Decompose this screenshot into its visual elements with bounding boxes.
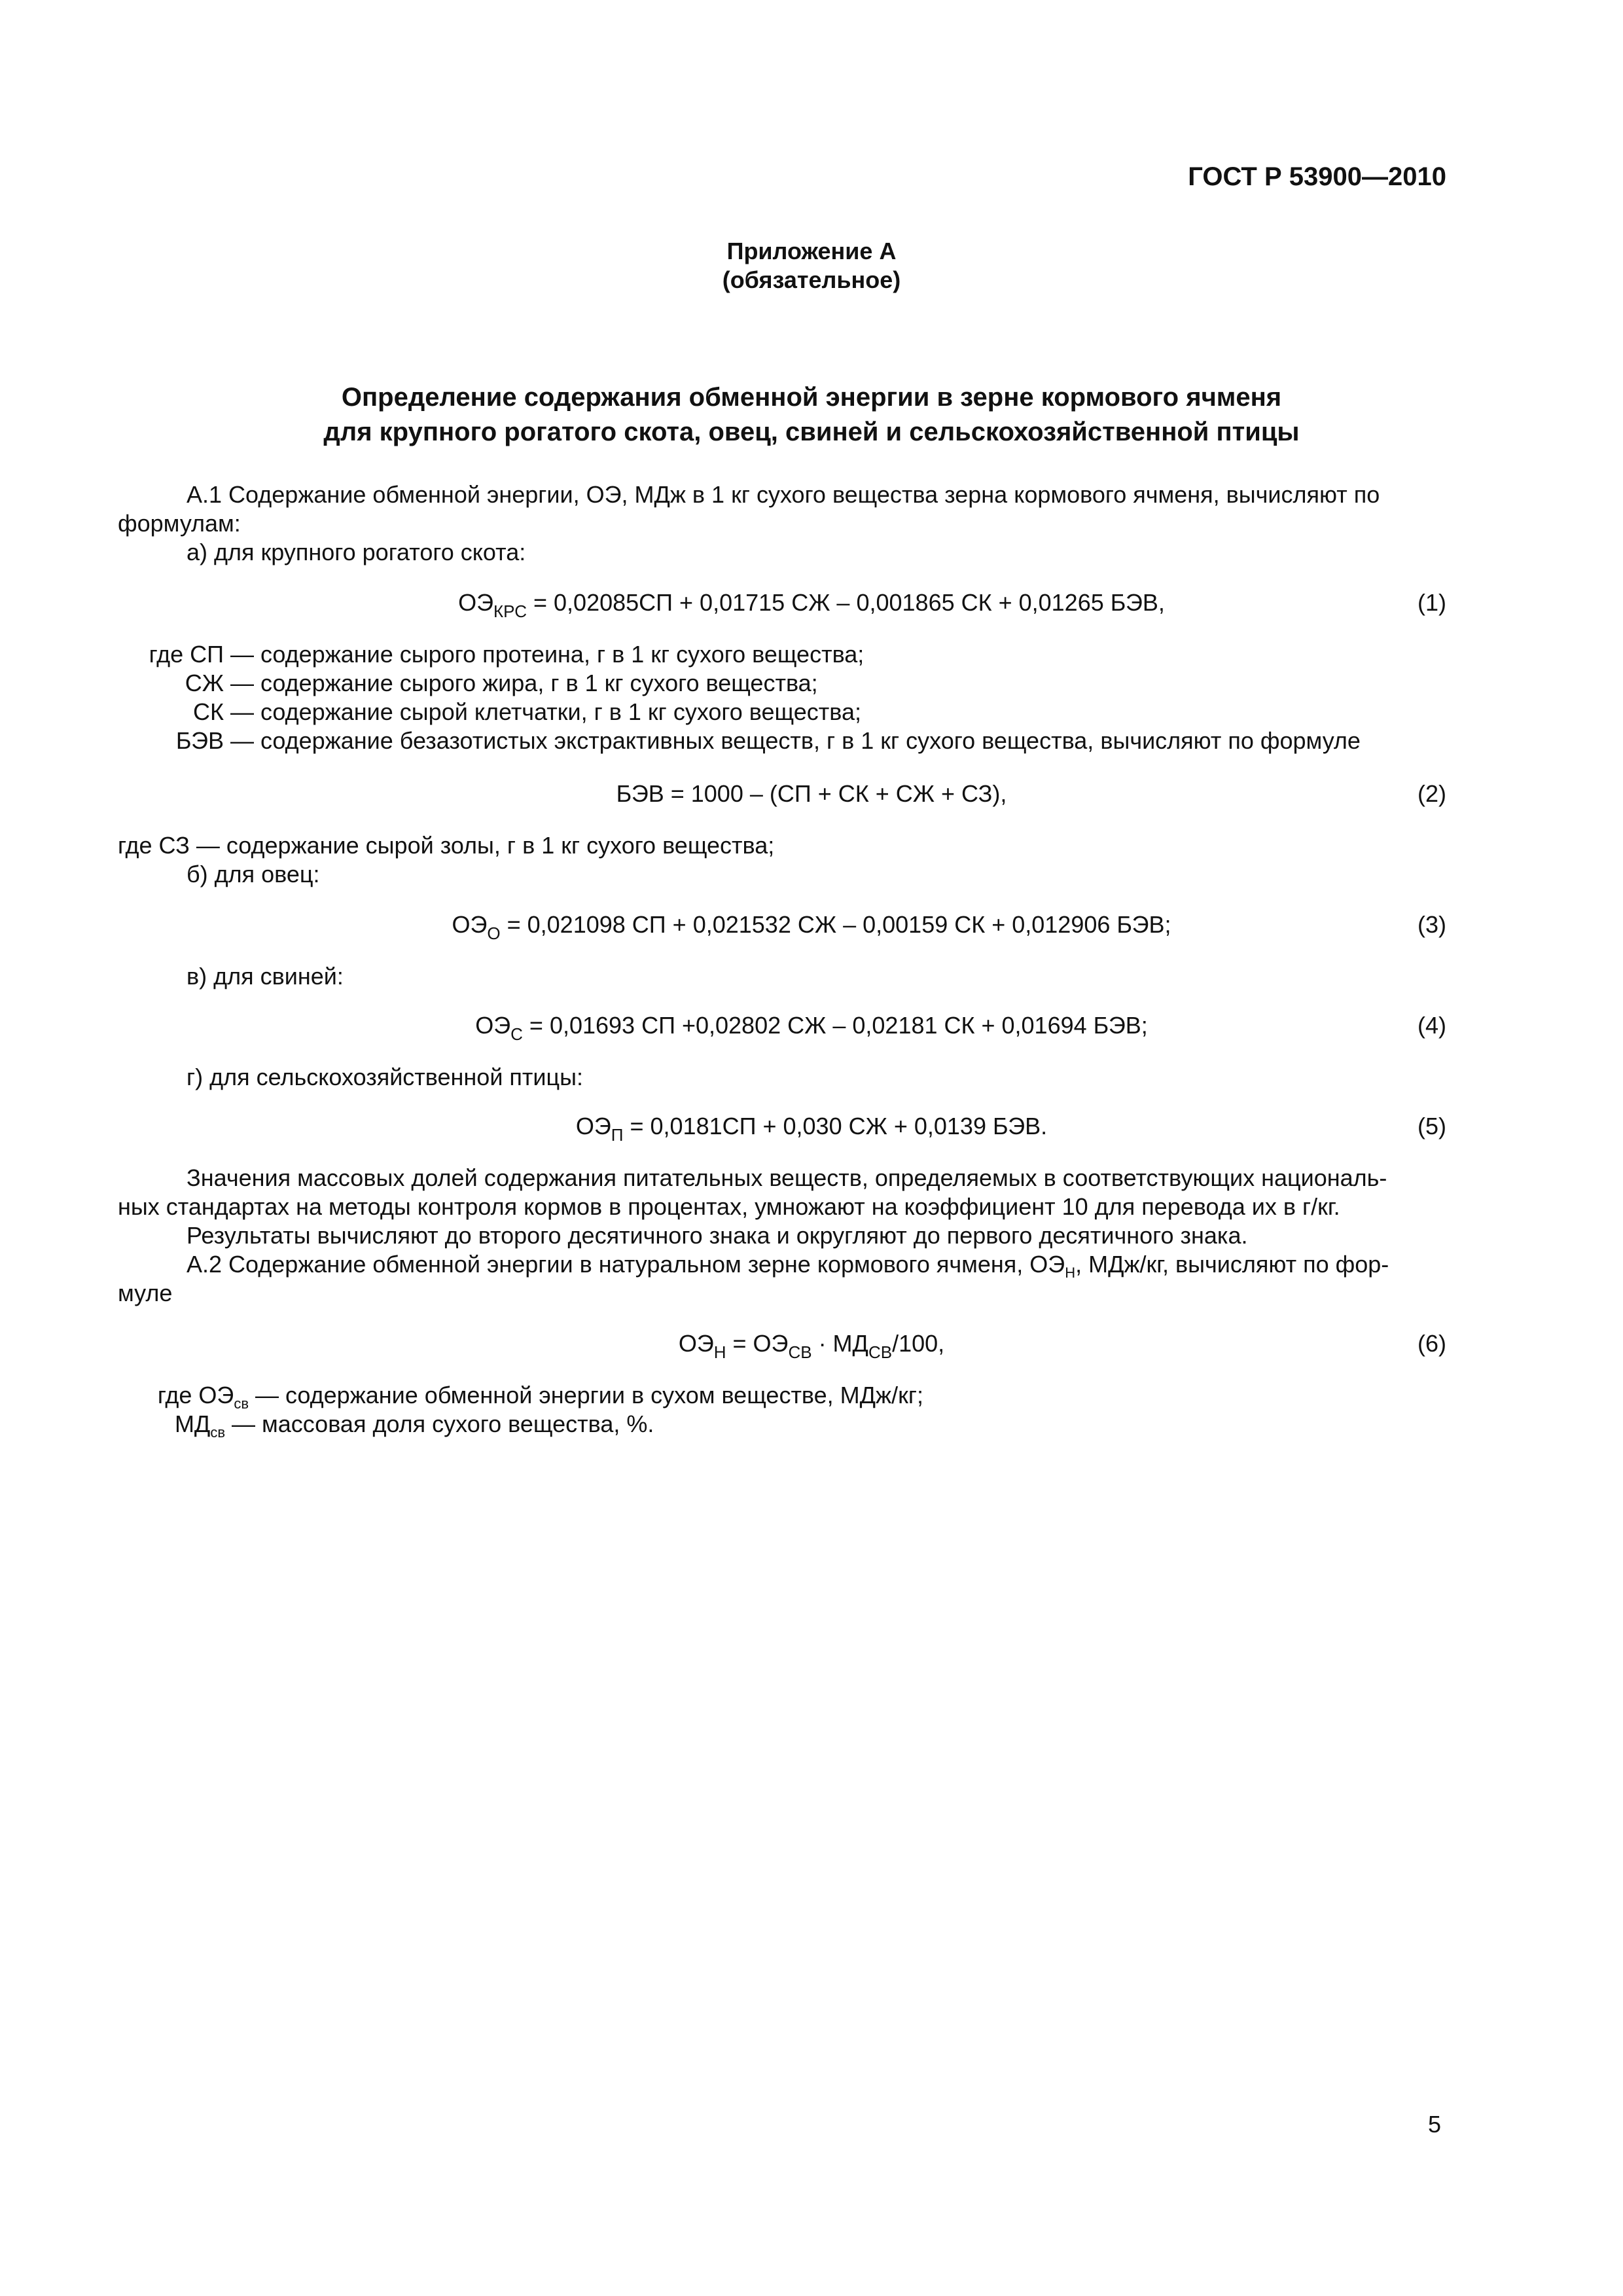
standard-code: ГОСТ Р 53900—2010	[1188, 162, 1446, 191]
paragraph-a2-line1: А.2 Содержание обменной энергии в натуральном зерне кормового ячменя, $ОЭ_Н$, МДж/кг, вычисляют по фор-	[187, 1251, 1389, 1281]
definition-oe-sv: где $ОЭ_{св}$ — содержание обменной энергии в сухом веществе, МДж/кг;	[157, 1382, 924, 1412]
section-heading-line2: для крупного рогатого скота, овец, свиней и сельскохозяйственной птицы	[323, 418, 1300, 446]
equation-6-number: (6)	[1418, 1330, 1446, 1357]
equation-6: $ОЭ_Н = ОЭ_{СВ} \cdot МД_{СВ}/100$,	[678, 1330, 945, 1362]
section-heading-line1: Определение содержания обменной энергии в зерне кормового ячменя	[341, 383, 1282, 412]
list-item-v: в) для свиней:	[187, 963, 344, 990]
list-item-g: г) для сельскохозяйственной птицы:	[187, 1064, 584, 1090]
definition-sk: СК — содержание сырой клетчатки, г в 1 кг сухого вещества;	[193, 698, 862, 725]
definition-md-sv: $МД_{св}$ — массовая доля сухого вещества, %.	[174, 1410, 654, 1441]
list-item-b: б) для овец:	[187, 861, 320, 888]
definition-sp: где СП — содержание сырого протеина, г в 1 кг сухого вещества;	[149, 641, 865, 668]
definition-szh: СЖ — содержание сырого жира, г в 1 кг сухого вещества;	[185, 670, 818, 696]
definition-bev: БЭВ — содержание безазотистых экстрактивных веществ, г в 1 кг сухого вещества, вычисляют по формуле	[175, 727, 1361, 754]
equation-2-number: (2)	[1418, 780, 1446, 807]
equation-3-number: (3)	[1418, 911, 1446, 938]
definition-sz: где СЗ — содержание сырой золы, г в 1 кг сухого вещества;	[118, 832, 775, 859]
paragraph-results: Результаты вычисляют до второго десятичного знака и округляют до первого десятичного знака.	[187, 1222, 1248, 1249]
equation-2: БЭВ = 1000 – (СП + СК + СЖ + СЗ),	[616, 780, 1007, 807]
equation-1: $ОЭ_{КРС} = 0,02085СП + 0,01715$ СЖ – 0,001865 СК + 0,01265 БЭВ,	[458, 589, 1165, 621]
equation-4-number: (4)	[1418, 1012, 1446, 1039]
paragraph-a2-line2: муле	[118, 1280, 173, 1306]
appendix-status: (обязательное)	[722, 266, 901, 293]
equation-5-number: (5)	[1418, 1113, 1446, 1139]
paragraph-a1-line2: формулам:	[118, 510, 241, 537]
paragraph-a1-line1: А.1 Содержание обменной энергии, ОЭ, МДж в 1 кг сухого вещества зерна кормового ячменя, вычисляют по	[187, 481, 1380, 508]
paragraph-values-line1: Значения массовых долей содержания питательных веществ, определяемых в соответствующих националь-	[187, 1164, 1387, 1191]
equation-5: $ОЭ_П = 0,0181СП + 0,030$ СЖ + 0,0139 БЭВ.	[575, 1113, 1048, 1145]
paragraph-values-line2: ных стандартах на методы контроля кормов в процентах, умножают на коэффициент 10 для перевода их в г/кг.	[118, 1193, 1340, 1220]
page-number: 5	[1427, 2111, 1441, 2138]
equation-3: $ОЭ_О = 0,021098$ СП + 0,021532 СЖ – 0,00159 СК + 0,012906 БЭВ;	[452, 911, 1171, 943]
list-item-a: а) для крупного рогатого скота:	[187, 539, 526, 565]
equation-1-number: (1)	[1418, 589, 1446, 616]
appendix-title: Приложение А	[726, 238, 897, 264]
equation-4: $ОЭ_С = 0,01693$ СП +0,02802 СЖ – 0,02181 СК + 0,01694 БЭВ;	[475, 1012, 1148, 1044]
